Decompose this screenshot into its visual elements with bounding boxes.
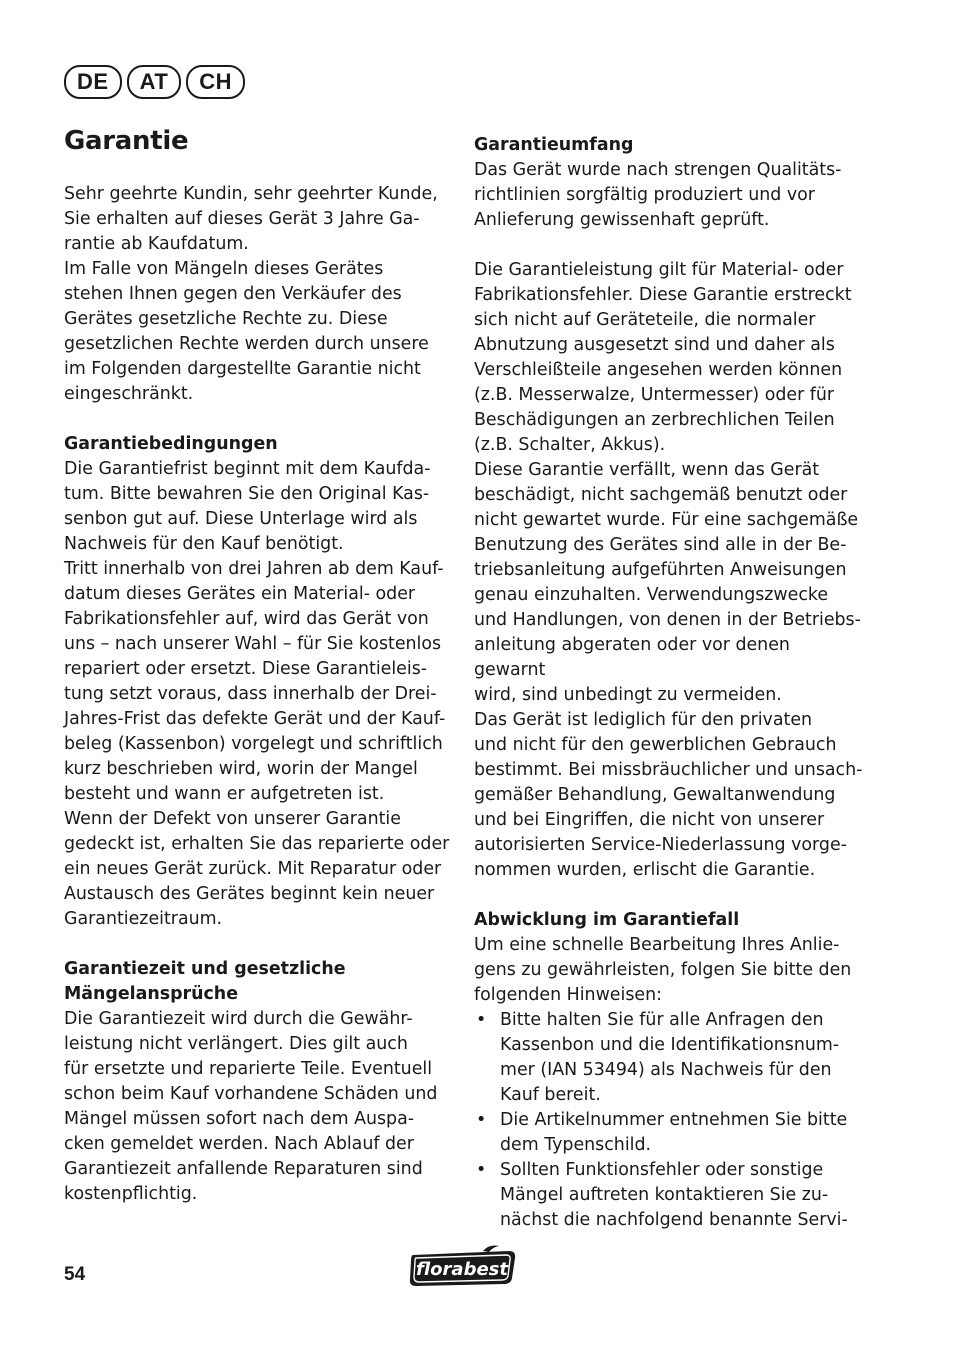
page-title: Garantie bbox=[64, 126, 189, 156]
bullet-icon: • bbox=[476, 1110, 487, 1130]
garantiezeit-paragraph: Die Garantiezeit wird durch die Gewähr- leistung nicht verlängert. Dies gilt auch für ersetzte und reparierte Teile. Eventuell schon beim Kauf vorhandene Schäden und Mängel müssen sofort nach dem Auspa- cken gemeldet werden. Nach Ablauf der Garantiezeit anfallende Reparaturen sind kostenpflichtig. bbox=[64, 1009, 438, 1204]
umfang-paragraph-2: Die Garantieleistung gilt für Material- oder Fabrikationsfehler. Diese Garantie erstreckt sich nicht auf Geräteteile, die normaler Abnutzung ausgesetzt sind und daher als Verschleißteile angesehen werden können (z.B. Messerwalze, Untermesser) oder für Beschädigungen an zerbrechlichen Teilen (z.B. Schalter, Akkus). bbox=[474, 260, 852, 455]
list-item-text: Sollten Funktionsfehler oder sonstige Mängel auftreten kontaktieren Sie zu- nächst die nachfolgend benannte Servi- bbox=[500, 1160, 848, 1230]
list-item bbox=[474, 1158, 866, 1233]
right-column bbox=[474, 133, 866, 1233]
umfang-paragraph-4: Das Gerät ist lediglich für den privaten und nicht für den gewerblichen Gebrauch bestimmt. Bei missbräuchlicher und unsach- gemäßer Behandlung, Gewaltanwendung und bei Eingriffen, die nicht von unserer autorisierten Service-Niederlassung vorge- nommen wurden, erlischt die Garantie. bbox=[474, 710, 863, 880]
logo-text: florabest bbox=[416, 1259, 508, 1280]
umfang-paragraph-1: Das Gerät wurde nach strengen Qualitäts- richtlinien sorgfältig produziert und vor Anlieferung gewissenhaft geprüft. bbox=[474, 160, 842, 230]
heading-garantiezeit: Garantiezeit und gesetzliche Mängelansprüche bbox=[64, 959, 346, 1004]
abwicklung-list bbox=[474, 1008, 866, 1233]
badge-at: AT bbox=[127, 65, 182, 99]
bedingungen-paragraph-3: Wenn der Defekt von unserer Garantie gedeckt ist, erhalten Sie das reparierte oder ein neues Gerät zurück. Mit Reparatur oder Austausch des Gerätes beginnt kein neuer Garantiezeitraum. bbox=[64, 809, 450, 929]
list-item bbox=[474, 1108, 866, 1158]
badge-ch: CH bbox=[186, 65, 245, 99]
heading-abwicklung: Abwicklung im Garantiefall bbox=[474, 910, 740, 930]
heading-garantieumfang: Garantieumfang bbox=[474, 135, 634, 155]
left-column bbox=[64, 182, 454, 1207]
intro-paragraph-1: Sehr geehrte Kundin, sehr geehrter Kunde, Sie erhalten auf dieses Gerät 3 Jahre Ga- rantie ab Kaufdatum. bbox=[64, 184, 438, 254]
abwicklung-paragraph: Um eine schnelle Bearbeitung Ihres Anlie- gens zu gewährleisten, folgen Sie bitte den folgenden Hinweisen: bbox=[474, 935, 852, 1005]
heading-garantiebedingungen: Garantiebedingungen bbox=[64, 434, 278, 454]
bedingungen-paragraph-1: Die Garantiefrist beginnt mit dem Kaufda- tum. Bitte bewahren Sie den Original Kas- senbon gut auf. Diese Unterlage wird als Nachweis für den Kauf benötigt. bbox=[64, 459, 431, 554]
badge-de: DE bbox=[64, 65, 122, 99]
bedingungen-paragraph-2: Tritt innerhalb von drei Jahren ab dem Kauf- datum dieses Gerätes ein Material- oder Fabrikationsfehler auf, wird das Gerät von uns – nach unserer Wahl – für Sie kostenlos repariert oder ersetzt. Diese Garantieleis- tung setzt voraus, dass innerhalb der Drei- Jahres-Frist das defekte Gerät und der Kauf- beleg (Kassenbon) vorgelegt und schriftlich kurz beschrieben wird, worin der Mangel besteht und wann er aufgetreten ist. bbox=[64, 559, 446, 804]
bullet-icon: • bbox=[476, 1010, 487, 1030]
list-item-text: Die Artikelnummer entnehmen Sie bitte dem Typenschild. bbox=[500, 1110, 848, 1155]
list-item bbox=[474, 1008, 866, 1108]
umfang-paragraph-3: Diese Garantie verfällt, wenn das Gerät beschädigt, nicht sachgemäß benutzt oder nicht gewartet wurde. Für eine sachgemäße Benutzung des Gerätes sind alle in der Be- triebsanleitung aufgeführten Anweisungen genau einzuhalten. Verwendungszwecke und Handlungen, von denen in der Betriebs- anleitung abgeraten oder vor denen gewarnt wird, sind unbedingt zu vermeiden. bbox=[474, 460, 861, 705]
bullet-icon: • bbox=[476, 1160, 487, 1180]
page-number: 54 bbox=[64, 1264, 86, 1285]
intro-paragraph-2: Im Falle von Mängeln dieses Gerätes stehen Ihnen gegen den Verkäufer des Gerätes gesetzliche Rechte zu. Diese gesetzlichen Rechte werden durch unsere im Folgenden dargestellte Garantie nicht eingeschränkt. bbox=[64, 259, 429, 404]
country-badges bbox=[64, 65, 245, 99]
florabest-logo bbox=[405, 1245, 519, 1287]
list-item-text: Bitte halten Sie für alle Anfragen den Kassenbon und die Identifikationsnum- mer (IAN 53494) als Nachweis für den Kauf bereit. bbox=[500, 1010, 840, 1105]
